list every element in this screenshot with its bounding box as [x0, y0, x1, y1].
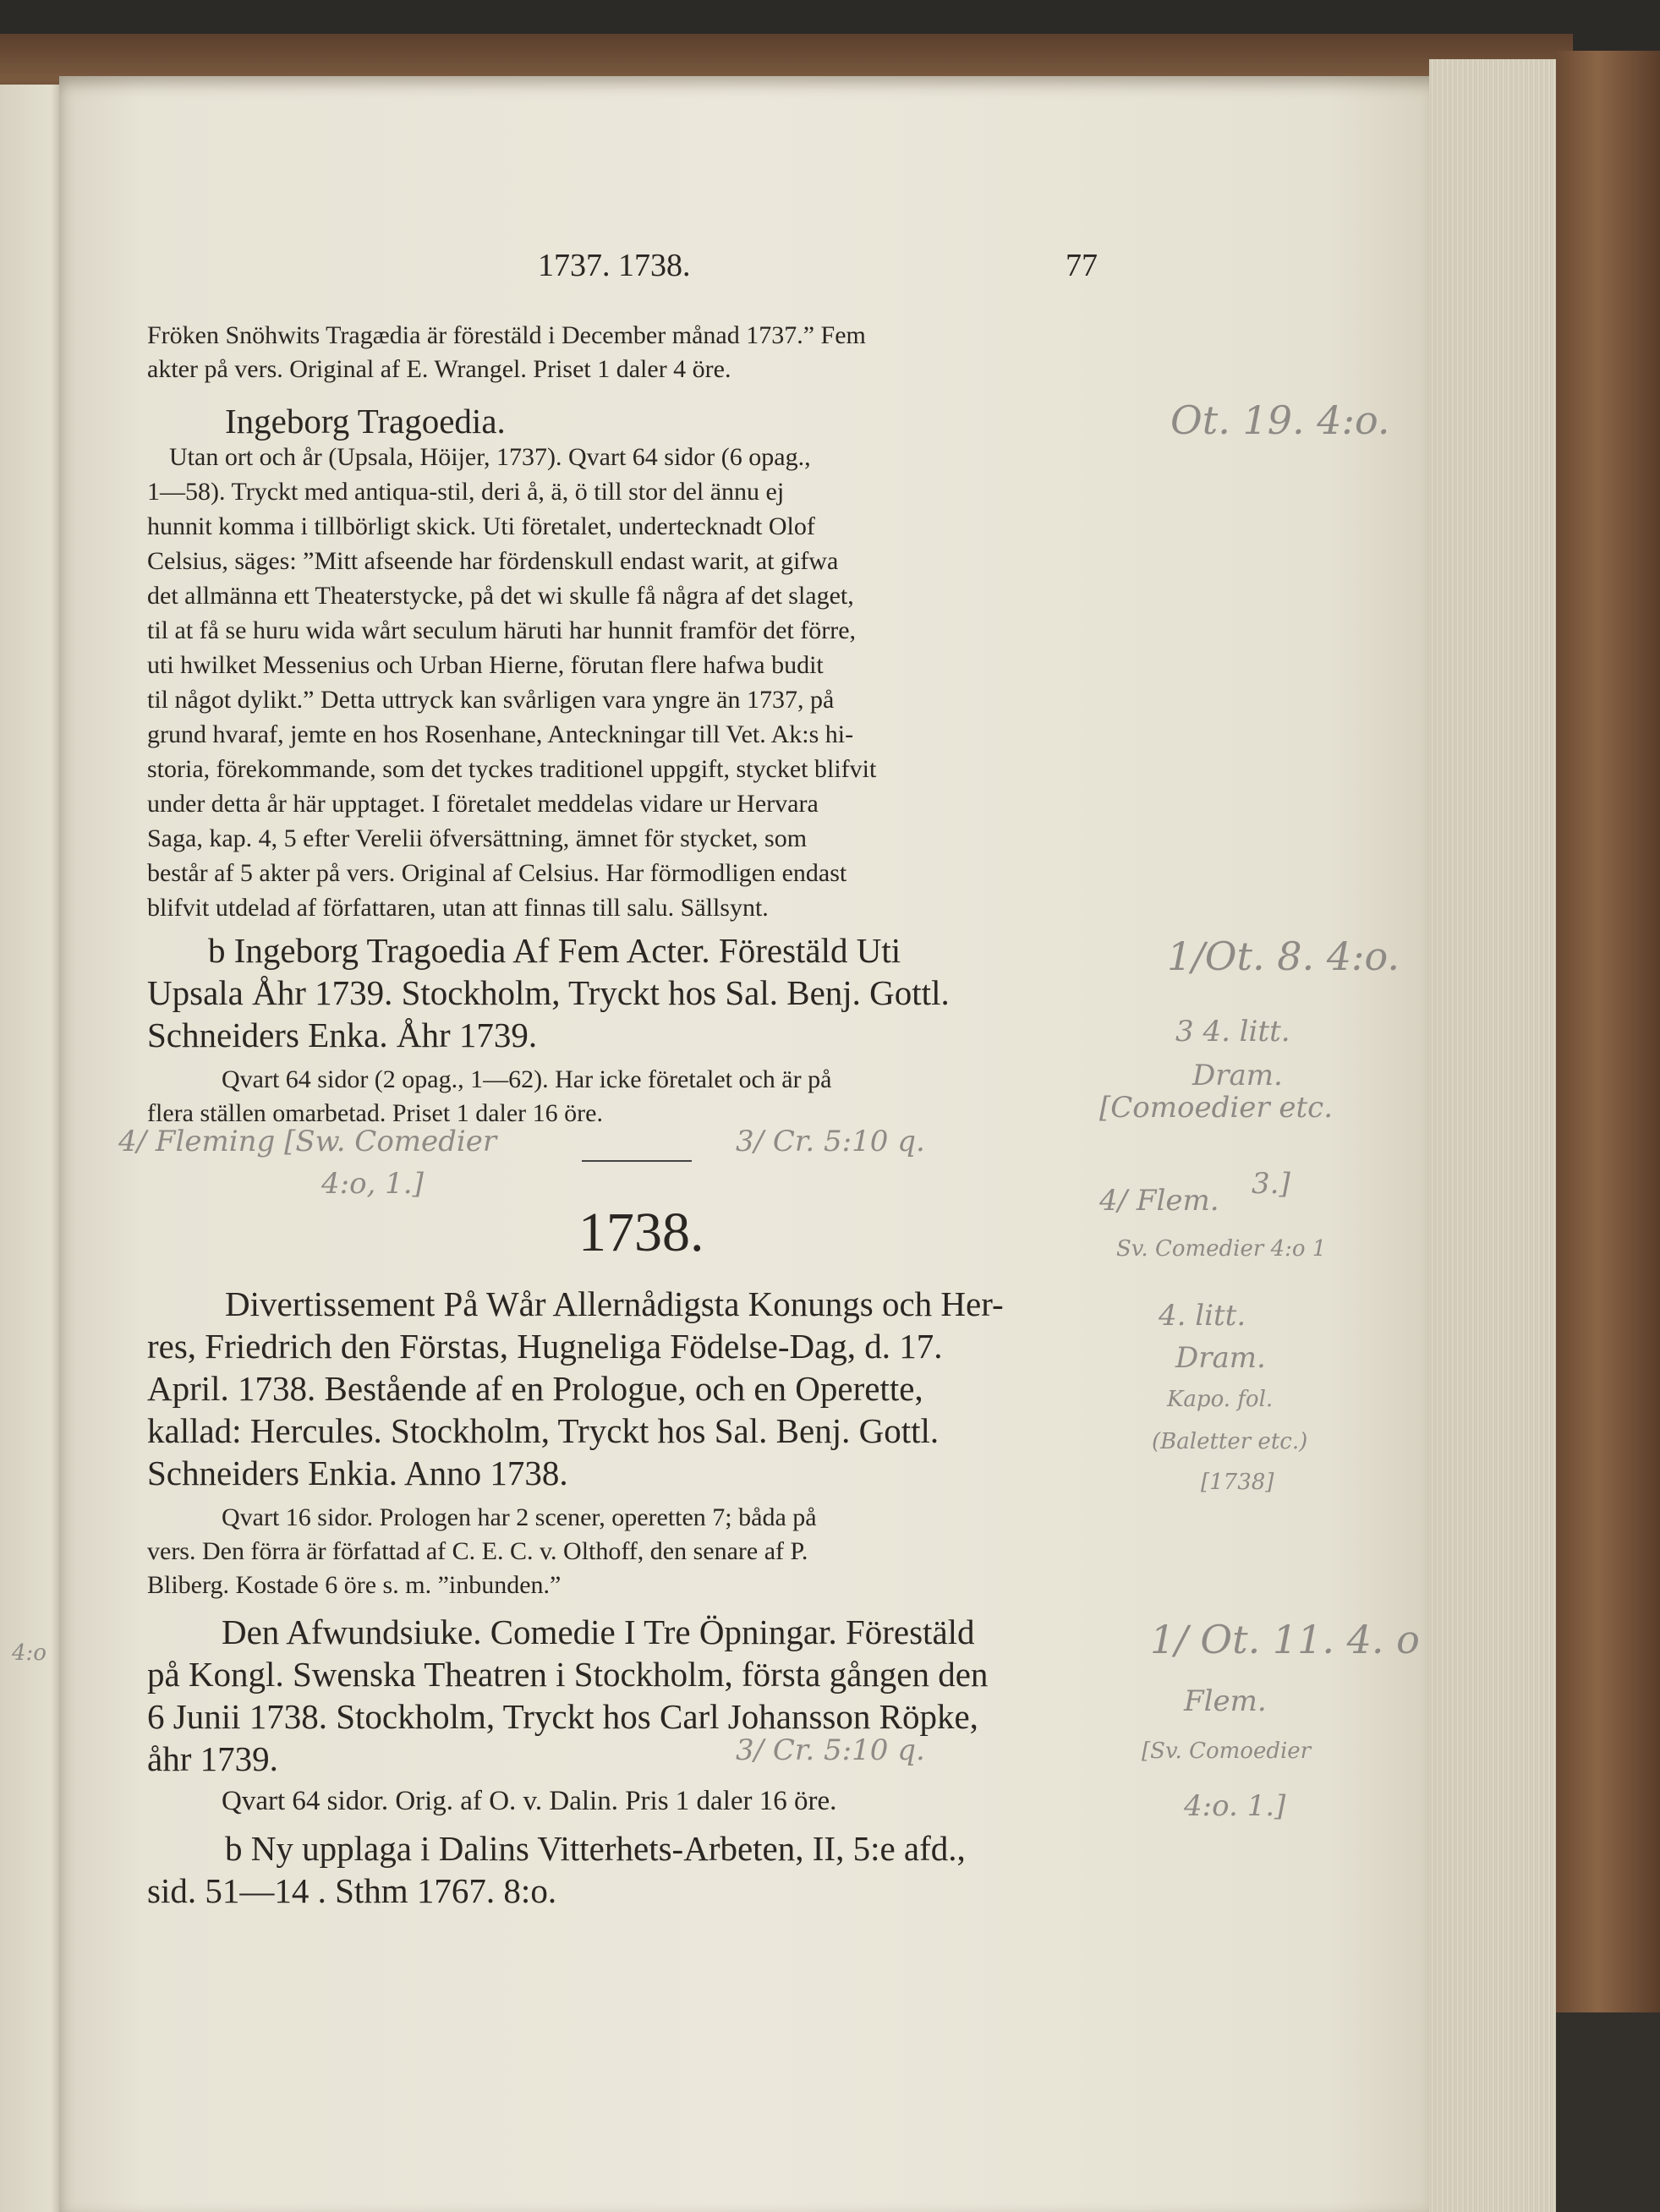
text-line: flera ställen omarbetad. Priset 1 daler 16 öre. [147, 1099, 603, 1127]
text-line: Qvart 64 sidor (2 opag., 1—62). Har icke företalet och är på [222, 1065, 832, 1093]
running-head: 1737. 1738. [538, 248, 691, 283]
text-line: Bliberg. Kostade 6 öre s. m. ”inbunden.” [147, 1571, 562, 1599]
text-line: storia, förekommande, som det tyckes traditionel uppgift, stycket blifvit [147, 755, 877, 783]
separator-rule [582, 1160, 692, 1162]
entry-title: sid. 51—14 . Sthm 1767. 8:o. [147, 1871, 557, 1910]
text-line: Saga, kap. 4, 5 efter Verelii öfversättning, ämnet för stycket, som [147, 824, 808, 852]
page-number: 77 [1066, 248, 1098, 283]
entry-title: res, Friedrich den Förstas, Hugneliga Födelse-Dag, d. 17. [147, 1327, 943, 1366]
entry-title: Den Afwundsiuke. Comedie I Tre Öpningar. Förestäld [222, 1612, 975, 1651]
pencil-note: [Comoedier etc. [1099, 1091, 1334, 1125]
pencil-note: 4. litt. [1159, 1299, 1246, 1333]
entry-title: April. 1738. Bestående af en Prologue, och en Operette, [147, 1369, 923, 1408]
pencil-note: 1/Ot. 8. 4:o. [1167, 934, 1400, 979]
text-line: består af 5 akter på vers. Original af Celsius. Har förmodligen endast [147, 859, 847, 887]
pencil-note: Ot. 19. 4:o. [1170, 397, 1390, 443]
entry-title: Ingeborg Tragoedia. [225, 402, 506, 441]
text-line: uti hwilket Messenius och Urban Hierne, förutan flere hafwa budit [147, 651, 824, 679]
pencil-note: Flem. [1184, 1684, 1267, 1718]
pencil-note: 3.] [1252, 1167, 1290, 1201]
text-line: det allmänna ett Theaterstycke, på det wi skulle få några af det slaget, [147, 582, 854, 610]
entry-title: Divertissement På Wår Allernådigsta Konungs och Her- [225, 1284, 1004, 1323]
entry-title: b Ingeborg Tragoedia Af Fem Acter. Förestäld Uti [208, 931, 901, 970]
text-line: til något dylikt.” Detta uttryck kan svårligen vara yngre än 1737, på [147, 686, 835, 714]
text-line: Utan ort och år (Upsala, Höijer, 1737). Qvart 64 sidor (6 opag., [169, 443, 811, 471]
entry-title: på Kongl. Swenska Theatren i Stockholm, första gången den [147, 1655, 989, 1694]
pencil-note: 4:o [12, 1640, 47, 1666]
text-line: Qvart 64 sidor. Orig. af O. v. Dalin. Pris 1 daler 16 öre. [222, 1786, 837, 1816]
text-line: akter på vers. Original af E. Wrangel. Priset 1 daler 4 öre. [147, 355, 731, 383]
text-line: blifvit utdelad af författaren, utan att finnas till salu. Sällsynt. [147, 894, 769, 922]
pencil-note: 4/ Fleming [Sw. Comedier [118, 1125, 497, 1158]
text-line: grund hvaraf, jemte en hos Rosenhane, Anteckningar till Vet. Ak:s hi- [147, 720, 854, 748]
entry-title: Upsala Åhr 1739. Stockholm, Tryckt hos Sal. Benj. Gottl. [147, 973, 950, 1012]
text-line: 1—58). Tryckt med antiqua-stil, deri å, ä, ö till stor del ännu ej [147, 478, 785, 506]
page-edges [1429, 59, 1556, 2212]
background-corner [1556, 2012, 1660, 2212]
text-line: under detta år här upptaget. I företalet meddelas vidare ur Hervara [147, 790, 819, 818]
pencil-note: Dram. [1175, 1341, 1266, 1375]
text-line: Celsius, säges: ”Mitt afseende har fördenskull endast warit, at gifwa [147, 547, 839, 575]
text-line: hunnit komma i tillbörligt skick. Uti företalet, undertecknadt Olof [147, 512, 815, 540]
text-line: Fröken Snöhwits Tragædia är förestäld i December månad 1737.” Fem [147, 321, 866, 349]
entry-title: b Ny upplaga i Dalins Vitterhets-Arbeten, II, 5:e afd., [225, 1829, 966, 1868]
entry-title: åhr 1739. [147, 1739, 278, 1778]
pencil-note: [Sv. Comoedier [1142, 1738, 1312, 1764]
book-cover-right [1556, 51, 1660, 2212]
entry-title: Schneiders Enkia. Anno 1738. [147, 1454, 568, 1492]
pencil-note: 4:o. 1.] [1184, 1789, 1286, 1823]
pencil-note: Dram. [1192, 1059, 1283, 1092]
entry-title: Schneiders Enka. Åhr 1739. [147, 1016, 538, 1054]
text-line: Qvart 16 sidor. Prologen har 2 scener, operetten 7; båda på [222, 1503, 817, 1531]
pencil-note: (Baletter etc.) [1152, 1429, 1308, 1454]
pencil-note: 3/ Cr. 5:10 q. [736, 1733, 925, 1767]
text-line: vers. Den förra är författad af C. E. C. v. Olthoff, den senare af P. [147, 1537, 808, 1565]
pencil-note: [1738] [1201, 1470, 1274, 1495]
pencil-note: 4/ Flem. [1099, 1184, 1219, 1218]
entry-title: 6 Junii 1738. Stockholm, Tryckt hos Carl Johansson Röpke, [147, 1697, 978, 1736]
pencil-note: 4:o, 1.] [321, 1167, 424, 1201]
entry-title: kallad: Hercules. Stockholm, Tryckt hos Sal. Benj. Gottl. [147, 1411, 940, 1450]
pencil-note: 3/ Cr. 5:10 q. [736, 1125, 925, 1158]
pencil-note: 3 4. litt. [1175, 1015, 1290, 1049]
pencil-note: Kapo. fol. [1167, 1387, 1274, 1412]
year-heading: 1738. [578, 1202, 704, 1263]
pencil-note: 1/ Ot. 11. 4. o [1150, 1617, 1420, 1662]
pencil-note: Sv. Comedier 4:o 1 [1116, 1236, 1327, 1262]
text-line: til at få se huru wida wårt seculum häruti har hunnit framför det förre, [147, 616, 857, 644]
